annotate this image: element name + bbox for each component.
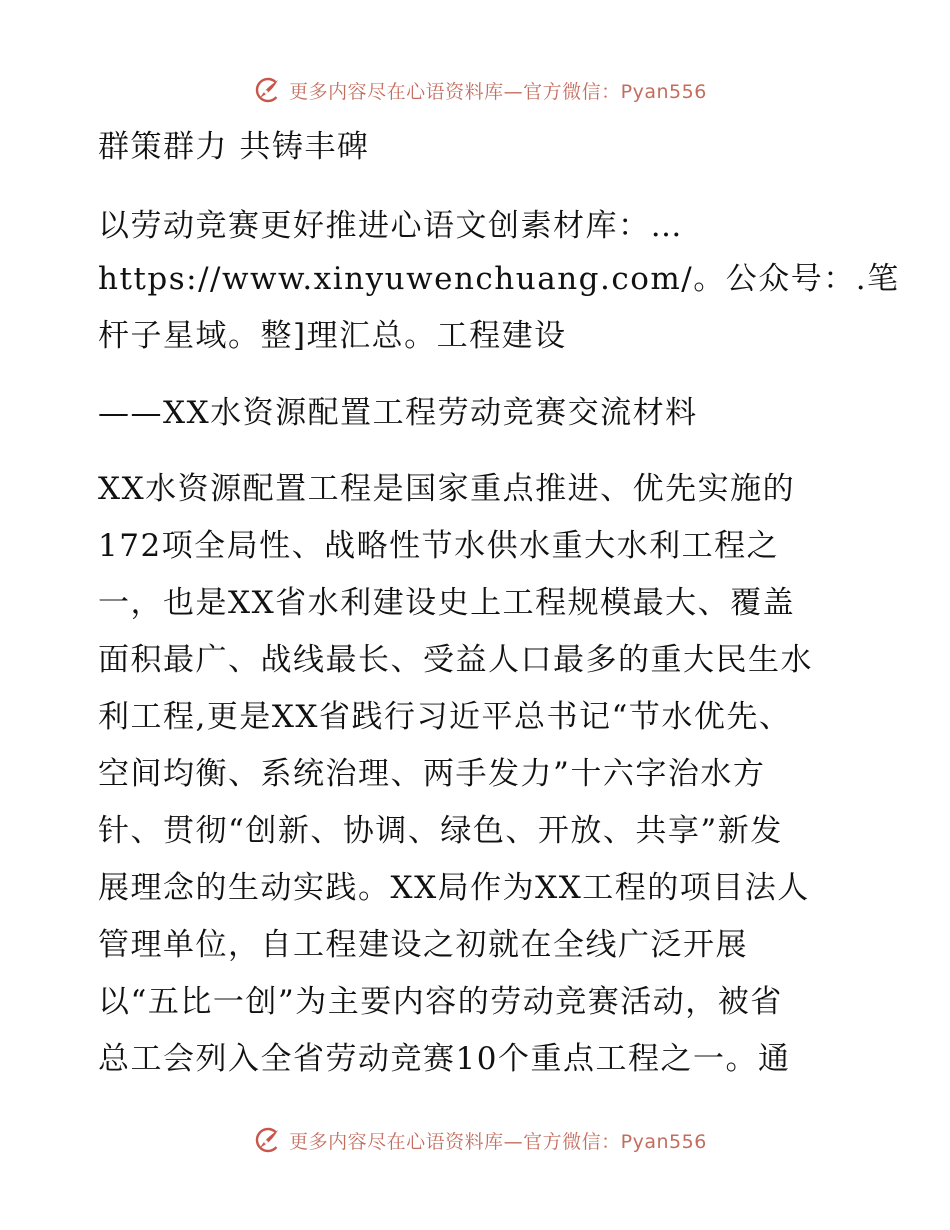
watermark-text: 更多内容尽在心语资料库—官方微信：Pyan556 — [289, 80, 707, 103]
body-line: 以劳动竞赛更好推进心语文创素材库：… — [98, 208, 683, 244]
body-line: 总工会列入全省劳动竞赛10个重点工程之一。通 — [98, 1041, 791, 1077]
body-line: 管理单位，自工程建设之初就在全线广泛开展 — [98, 927, 748, 963]
body-line: https://www.xinyuwenchuang.com/。公众号：.笔 — [98, 261, 900, 297]
body-line: XX水资源配置工程是国家重点推进、优先实施的 — [98, 471, 796, 507]
quill-pen-logo-icon — [253, 1125, 283, 1155]
footer-watermark — [0, 1122, 950, 1158]
body-line: 一，也是XX省水利建设史上工程规模最大、覆盖 — [98, 585, 796, 621]
header-watermark — [0, 72, 950, 108]
document-subtitle: ——XX水资源配置工程劳动竞赛交流材料 — [98, 395, 698, 431]
body-line: 172项全局性、战略性节水供水重大水利工程之 — [98, 528, 780, 564]
body-line: 展理念的生动实践。XX局作为XX工程的项目法人 — [98, 870, 810, 906]
body-line: 针、贯彻“创新、协调、绿色、开放、共享”新发 — [98, 813, 783, 849]
watermark-text: 更多内容尽在心语资料库—官方微信：Pyan556 — [289, 1130, 707, 1153]
document-title: 群策群力 共铸丰碑 — [98, 129, 370, 165]
body-line: 利工程,更是XX省践行习近平总书记“节水优先、 — [98, 699, 792, 735]
quill-pen-logo-icon — [253, 75, 283, 105]
body-line: 空间均衡、系统治理、两手发力”十六字治水方 — [98, 756, 766, 792]
body-line: 杆子星域。整]理汇总。工程建设 — [98, 318, 567, 354]
body-line: 面积最广、战线最长、受益人口最多的重大民生水 — [98, 642, 813, 678]
body-line: 以“五比一创”为主要内容的劳动竞赛活动，被省 — [98, 984, 783, 1020]
